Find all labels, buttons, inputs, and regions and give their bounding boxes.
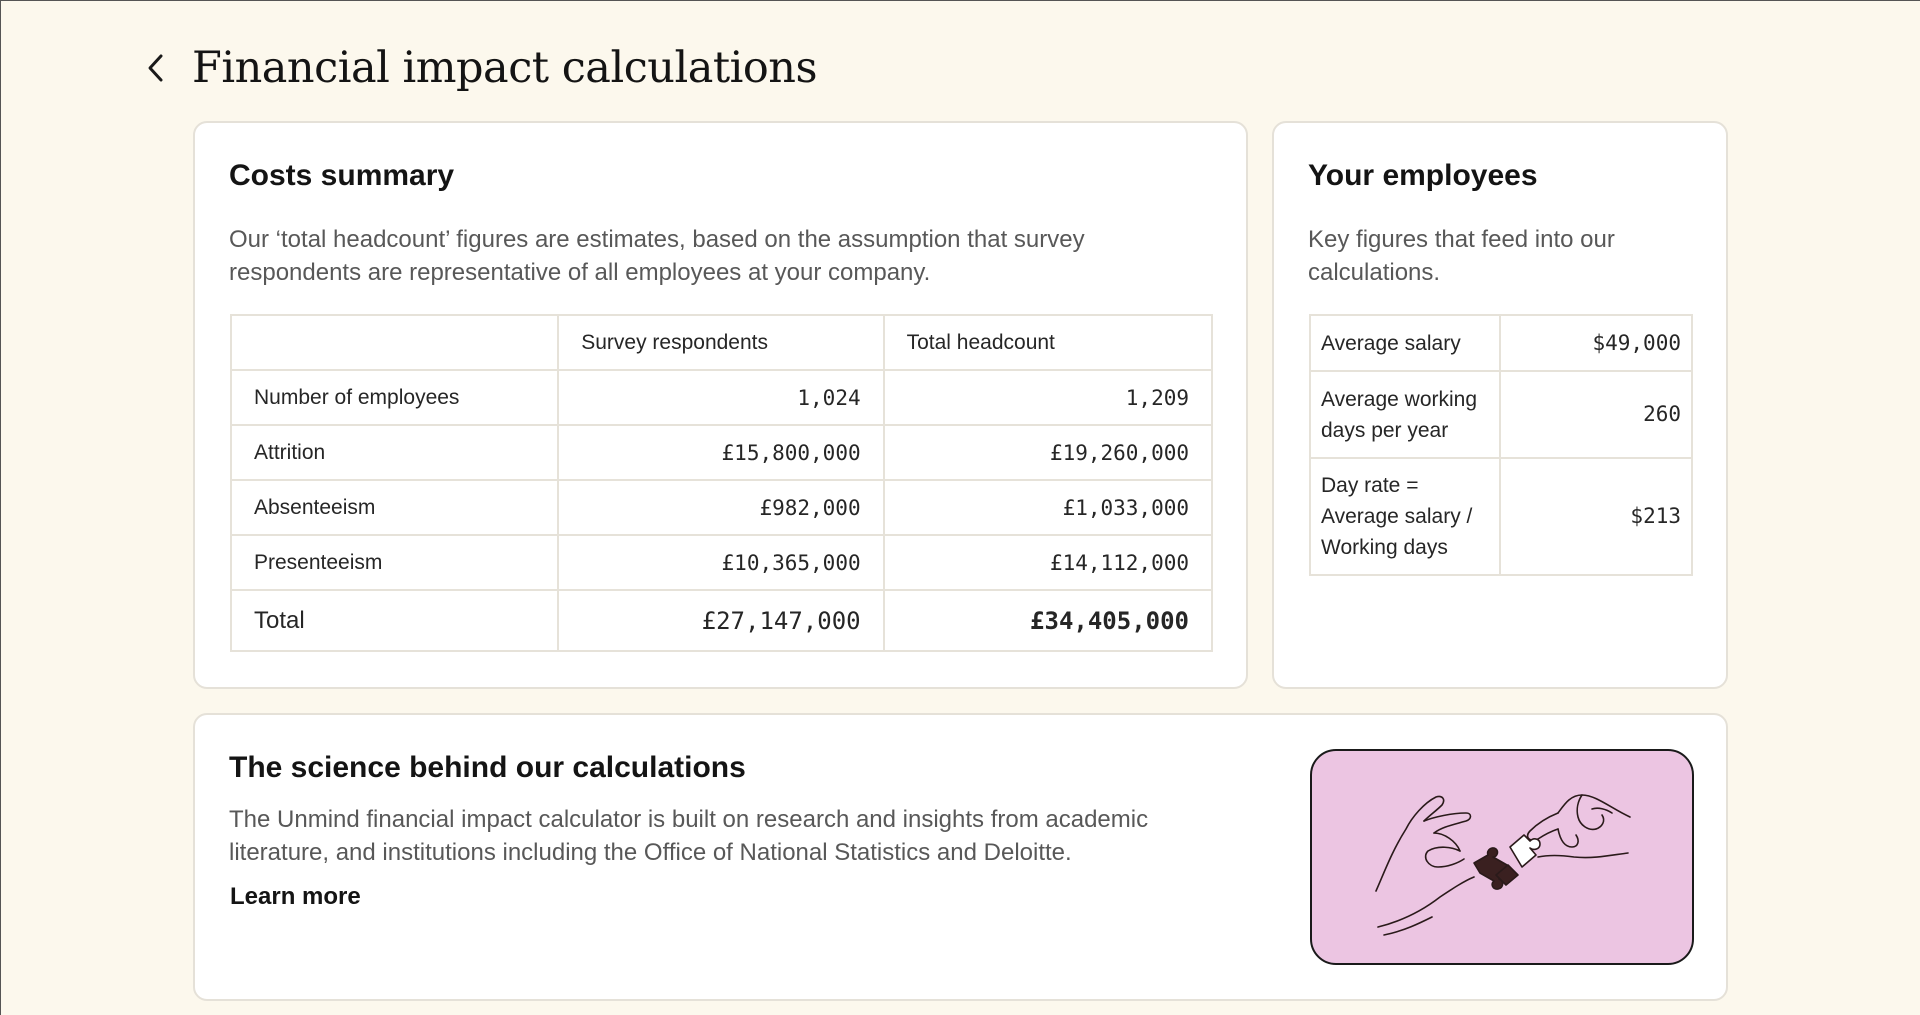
row-label: Absenteeism bbox=[231, 480, 558, 535]
total-survey-value: £27,147,000 bbox=[558, 590, 883, 651]
costs-table-header bbox=[231, 315, 1212, 370]
column-header bbox=[231, 315, 558, 370]
table-row bbox=[1310, 458, 1692, 575]
row-label: Number of employees bbox=[231, 370, 558, 425]
costs-summary-card bbox=[193, 121, 1248, 689]
total-value: £19,260,000 bbox=[884, 425, 1212, 480]
row-label: Average working days per year bbox=[1310, 371, 1500, 458]
row-label: Attrition bbox=[231, 425, 558, 480]
column-header-survey-respondents: Survey respondents bbox=[558, 315, 883, 370]
total-value: £1,033,000 bbox=[884, 480, 1212, 535]
costs-summary-title: Costs summary bbox=[229, 159, 455, 192]
science-description: The Unmind financial impact calculator is built on research and insights from academic literature, and institutions including the Office of National Statistics and Deloitte. bbox=[229, 806, 1149, 866]
total-value: 1,209 bbox=[884, 370, 1212, 425]
science-card bbox=[193, 713, 1728, 1001]
table-row bbox=[231, 370, 1212, 425]
your-employees-card bbox=[1272, 121, 1728, 689]
back-button[interactable] bbox=[136, 38, 176, 98]
total-value: £14,112,000 bbox=[884, 535, 1212, 590]
costs-summary-description: Our ‘total headcount’ figures are estimates, based on the assumption that survey respondents are representative of all employees at your company. bbox=[229, 226, 1085, 286]
survey-value: £15,800,000 bbox=[558, 425, 883, 480]
row-value: 260 bbox=[1500, 371, 1692, 458]
your-employees-description: Key figures that feed into our calculations. bbox=[1308, 226, 1615, 286]
total-headcount-value: £34,405,000 bbox=[884, 590, 1212, 651]
row-label: Day rate = Average salary / Working days bbox=[1310, 458, 1500, 575]
row-label: Presenteeism bbox=[231, 535, 558, 590]
row-value: $213 bbox=[1500, 458, 1692, 575]
column-header-total-headcount: Total headcount bbox=[884, 315, 1212, 370]
table-row bbox=[1310, 315, 1692, 371]
total-row bbox=[231, 590, 1212, 651]
chevron-left-icon bbox=[144, 51, 168, 85]
page-title: Financial impact calculations bbox=[192, 43, 818, 93]
survey-value: £982,000 bbox=[558, 480, 883, 535]
survey-value: 1,024 bbox=[558, 370, 883, 425]
hands-puzzle-icon bbox=[1312, 751, 1694, 965]
employees-table bbox=[1309, 314, 1693, 576]
your-employees-title: Your employees bbox=[1308, 159, 1538, 192]
survey-value: £10,365,000 bbox=[558, 535, 883, 590]
row-value: $49,000 bbox=[1500, 315, 1692, 371]
table-row bbox=[231, 480, 1212, 535]
table-row bbox=[1310, 371, 1692, 458]
row-label: Average salary bbox=[1310, 315, 1500, 371]
page-header bbox=[136, 38, 817, 98]
costs-table bbox=[230, 314, 1213, 652]
hands-puzzle-illustration bbox=[1310, 749, 1694, 965]
table-row bbox=[231, 425, 1212, 480]
total-label: Total bbox=[231, 590, 558, 651]
table-row bbox=[231, 535, 1212, 590]
science-title: The science behind our calculations bbox=[229, 751, 746, 784]
learn-more-link[interactable]: Learn more bbox=[230, 883, 361, 910]
